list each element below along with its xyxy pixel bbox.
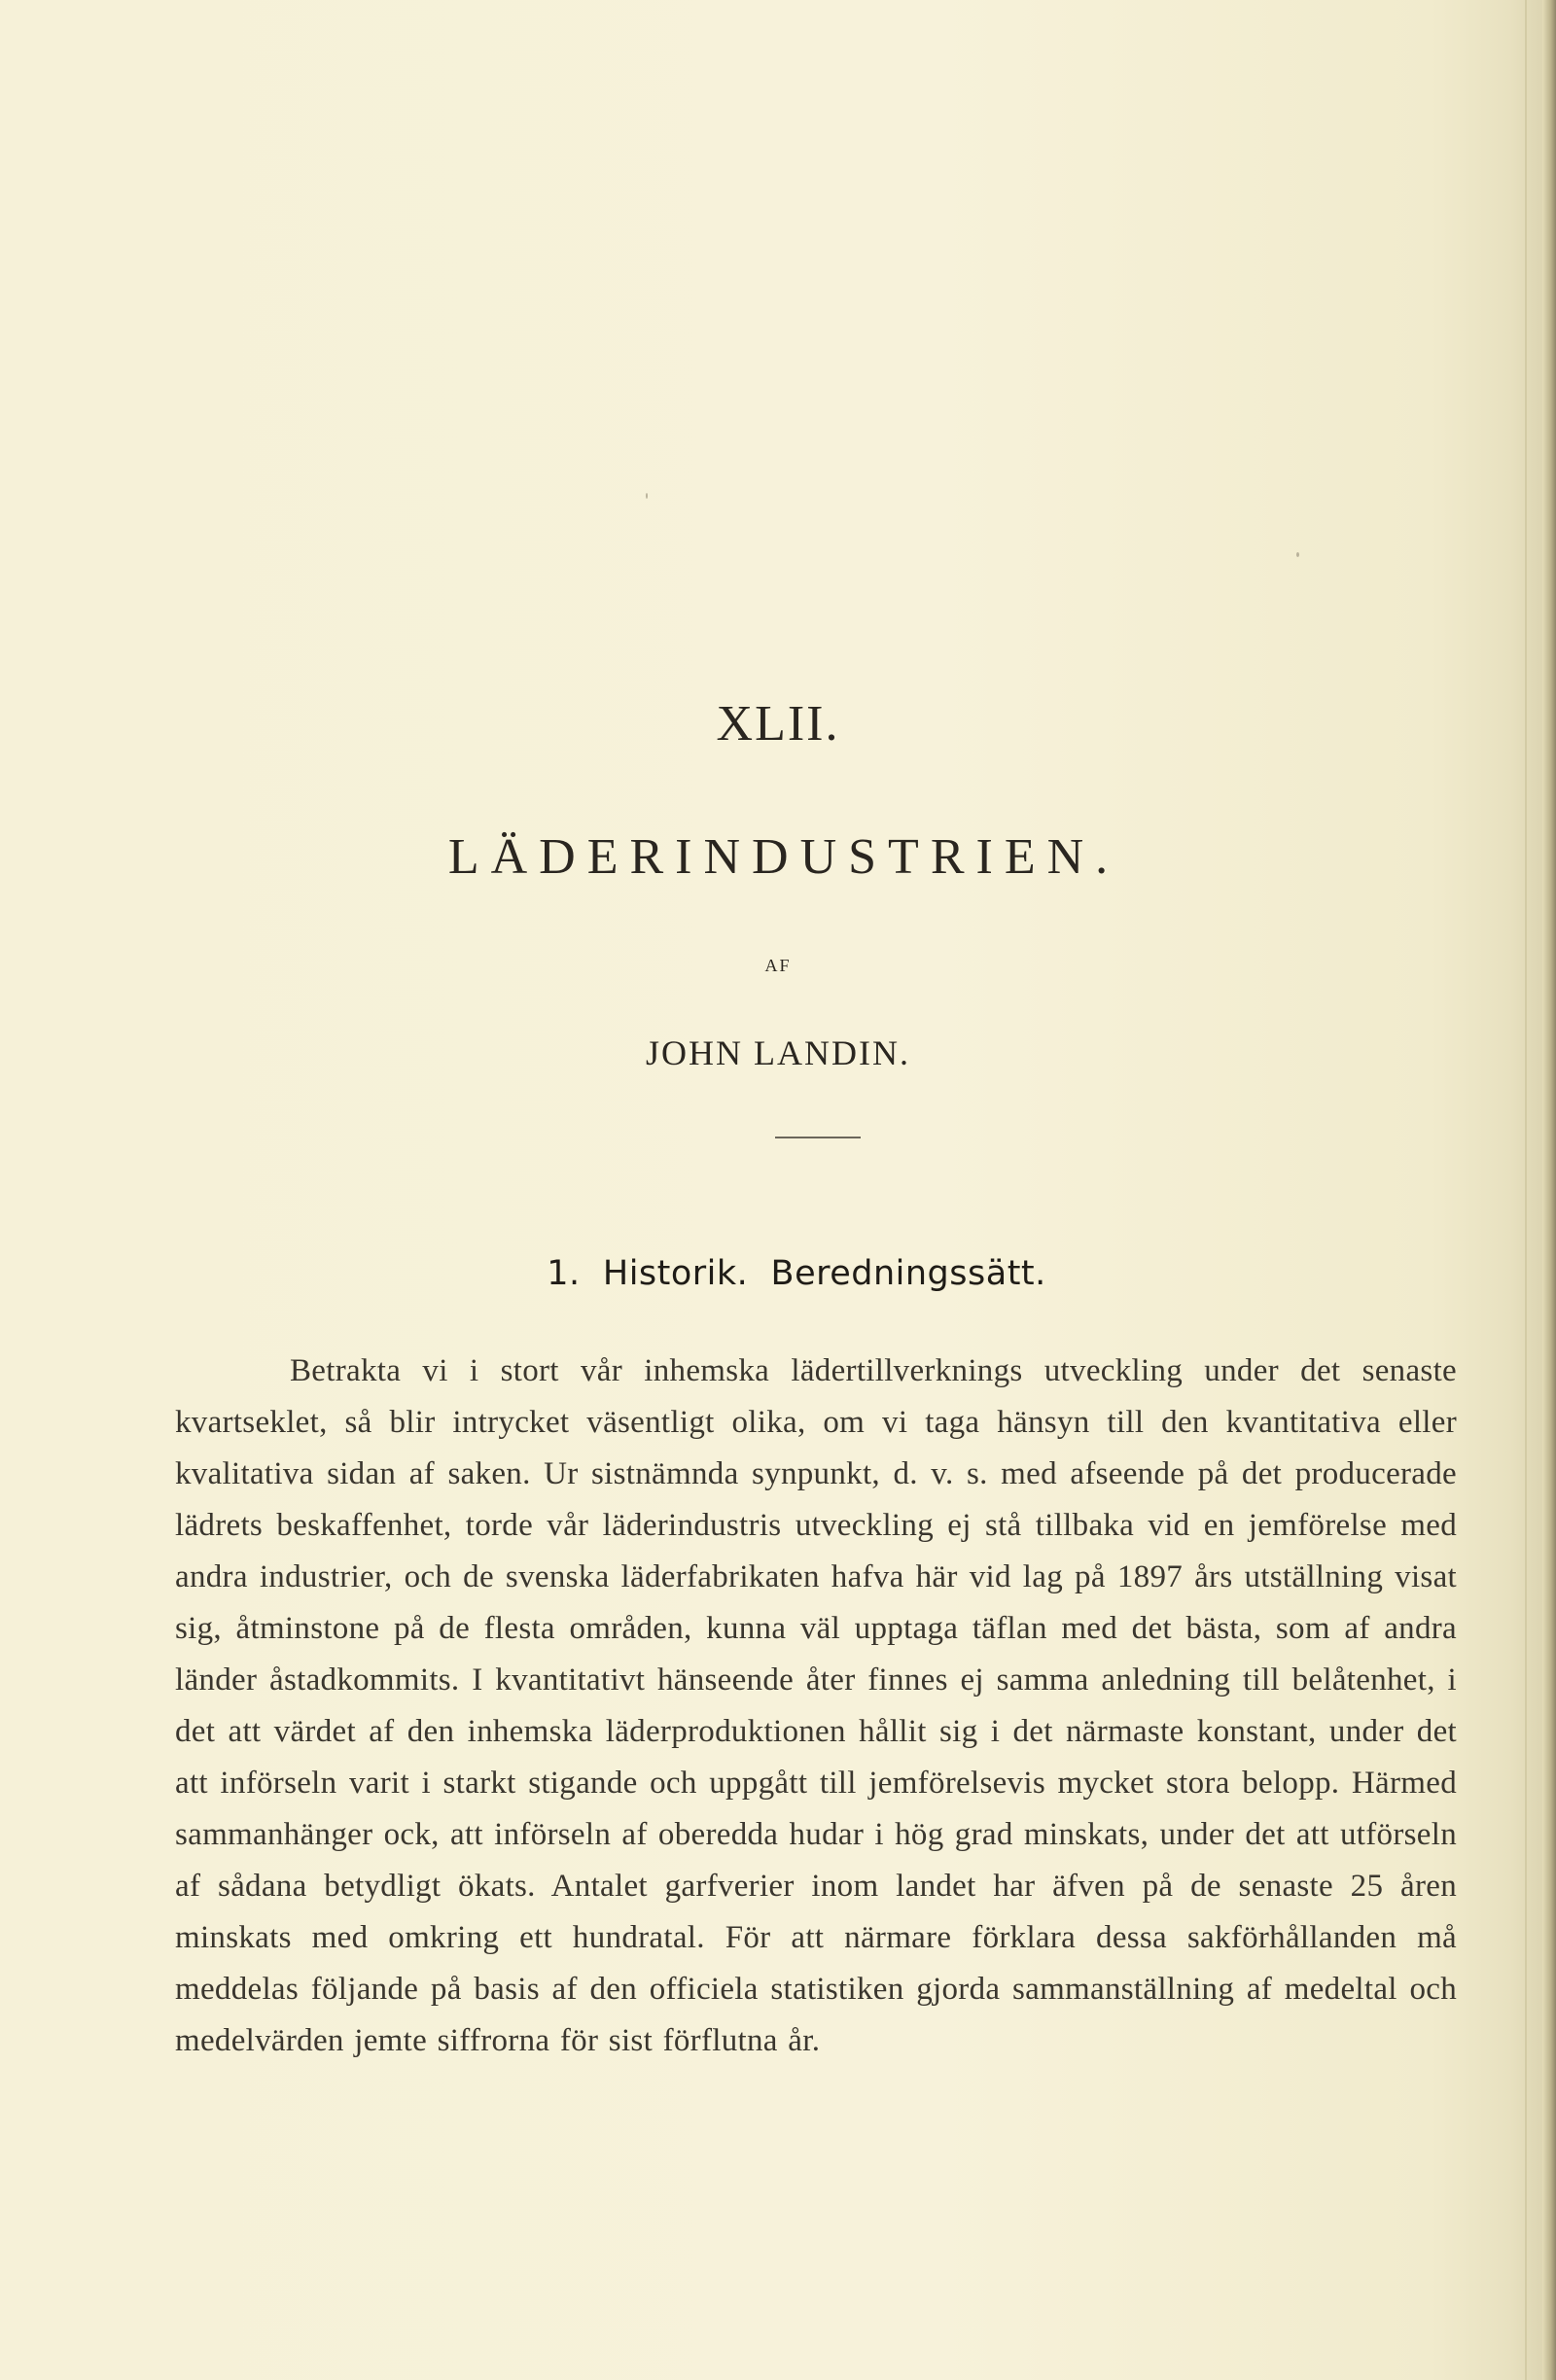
paper-speck: [1296, 552, 1299, 557]
byline-prefix: AF: [764, 956, 792, 975]
page-edge-line: [1525, 0, 1527, 2380]
title-rule: [775, 1137, 861, 1138]
chapter-number: XLII.: [716, 696, 840, 752]
page-edge-shadow: [1542, 0, 1556, 2380]
paper-speck: [646, 493, 648, 499]
chapter-title: LÄDERINDUSTRIEN.: [447, 829, 1120, 885]
author-name: JOHN LANDIN.: [646, 1033, 910, 1072]
section-heading: 1. Historik. Beredningssätt.: [547, 1254, 1046, 1293]
body-paragraph: Betrakta vi i stort vår inhemska lädertillverknings utveckling under det senaste kvartseklet, så blir intrycket väsentligt olika, om vi taga hänsyn till den kvantitativa eller kvalitativa sidan af saken. Ur sistnämnda synpunkt, d. v. s. med afseende på det producerade lädrets beskaffenhet, torde vår läderindustris utveckling ej stå tillbaka vid en jemförelse med andra industrier, och de svenska läderfabrikaten hafva här vid lag på 1897 års utställning visat sig, åtminstone på de flesta områden, kunna väl upptaga täflan med det bästa, som af andra länder åstadkommits. I kvantitativt hänseende åter finnes ej samma anledning till belåtenhet, i det att värdet af den inhemska läderproduktionen hållit sig i det närmaste konstant, under det att införseln varit i starkt stigande och uppgått till jemförelsevis mycket stora belopp. Härmed sammanhänger ock, att införseln af oberedda hudar i hög grad minskats, under det att utförseln af sådana betydligt ökats. Antalet garfverier inom landet har äfven på de senaste 25 åren minskats med omkring ett hundratal. För att närmare förklara dessa sakförhållanden må meddelas följande på basis af den officiela statistiken gjorda sammanställning af medeltal och medelvärden jemte siffrorna för sist förflutna år.: [175, 1353, 1457, 2058]
